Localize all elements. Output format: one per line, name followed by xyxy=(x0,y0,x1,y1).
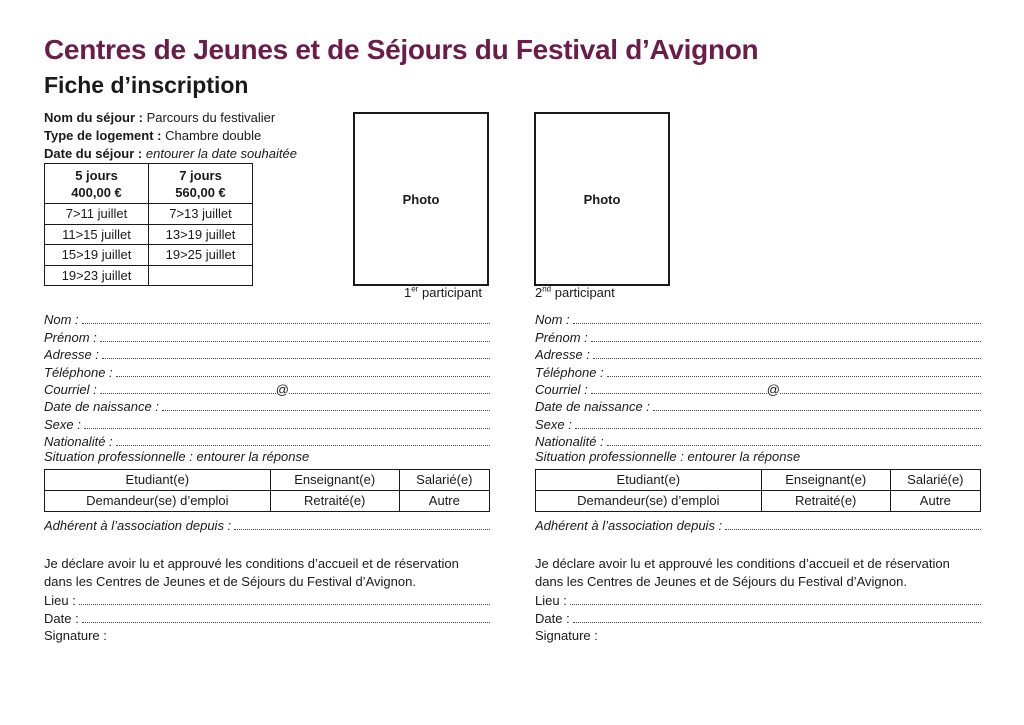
page-title: Centres de Jeunes et de Séjours du Festival d’Avignon xyxy=(44,34,759,65)
situation-option[interactable]: Salarié(e) xyxy=(890,469,980,490)
member-since-field[interactable] xyxy=(44,516,490,533)
fill-line[interactable] xyxy=(575,428,981,429)
address-field[interactable] xyxy=(535,345,981,362)
situation-row xyxy=(536,469,981,490)
field-label: Sexe : xyxy=(44,416,81,432)
at-sign: @ xyxy=(275,381,289,397)
date-cell[interactable]: 11>15 juillet xyxy=(45,224,149,245)
field-label: Date de naissance : xyxy=(535,399,650,415)
duration-label: 7 jours xyxy=(179,167,222,183)
field-label: Adhérent à l’association depuis : xyxy=(535,517,723,533)
sex-field[interactable] xyxy=(535,414,981,431)
birthdate-field[interactable] xyxy=(535,397,981,414)
situation-option[interactable]: Autre xyxy=(890,490,980,511)
situation-option[interactable]: Enseignant(e) xyxy=(761,469,890,490)
first-name-field[interactable] xyxy=(535,327,981,344)
situation-label: Situation professionnelle : entourer la réponse xyxy=(44,449,310,465)
stay-name xyxy=(44,109,275,126)
situation-option[interactable]: Demandeur(se) d’emploi xyxy=(536,490,762,511)
at-sign: @ xyxy=(766,381,780,397)
stay-date-hint: entourer la date souhaitée xyxy=(145,146,297,161)
situation-label: Situation professionnelle : entourer la réponse xyxy=(535,449,801,465)
participant-word: participant xyxy=(421,285,482,300)
field-label: Nom : xyxy=(44,312,79,328)
fill-line[interactable] xyxy=(82,622,490,623)
field-label: Nationalité : xyxy=(535,434,604,450)
situation-option[interactable]: Retraité(e) xyxy=(761,490,890,511)
last-name-field[interactable] xyxy=(535,310,981,327)
fill-line[interactable] xyxy=(162,410,490,411)
participant-2-label xyxy=(535,285,615,300)
declaration-text: Je déclare avoir lu et approuvé les conditions d’accueil et de réservation dans les Centres de Jeunes et de Séjours du Festival d’Avignon. xyxy=(535,555,950,589)
field-label: Adhérent à l’association depuis : xyxy=(44,517,232,533)
dates-header-cell xyxy=(149,164,253,204)
field-label: Adresse : xyxy=(535,347,590,363)
field-label: Date de naissance : xyxy=(44,399,159,415)
fill-line[interactable] xyxy=(607,376,981,377)
declaration-text: Je déclare avoir lu et approuvé les conditions d’accueil et de réservation dans les Centres de Jeunes et de Séjours du Festival d’Avignon. xyxy=(44,555,459,589)
date-cell[interactable]: 15>19 juillet xyxy=(45,245,149,266)
participant-1-label xyxy=(404,285,482,300)
fill-line[interactable] xyxy=(100,393,276,394)
birthdate-field[interactable] xyxy=(44,397,490,414)
dates-table xyxy=(44,163,253,286)
situation-table xyxy=(535,469,981,512)
duration-label: 5 jours xyxy=(75,167,118,183)
dates-table-row xyxy=(45,224,253,245)
stay-name-value: Parcours du festivalier xyxy=(146,110,276,125)
fill-line[interactable] xyxy=(725,529,981,530)
fill-line[interactable] xyxy=(116,376,490,377)
date-cell[interactable]: 13>19 juillet xyxy=(149,224,253,245)
fill-line[interactable] xyxy=(653,410,981,411)
field-label: Signature : xyxy=(44,628,107,644)
nationality-field[interactable] xyxy=(535,432,981,449)
fill-line[interactable] xyxy=(607,445,981,446)
phone-field[interactable] xyxy=(535,362,981,379)
email-field[interactable] xyxy=(44,380,490,397)
participant-1-form xyxy=(44,310,490,643)
field-label: Signature : xyxy=(535,628,598,644)
participant-number: 2 xyxy=(535,285,543,300)
field-label: Courriel : xyxy=(44,381,97,397)
email-field[interactable] xyxy=(535,380,981,397)
field-label: Lieu : xyxy=(44,593,76,609)
field-label: Prénom : xyxy=(44,329,97,345)
fill-line[interactable] xyxy=(234,529,490,530)
participant-2-form xyxy=(535,310,981,643)
date-cell[interactable]: 7>11 juillet xyxy=(45,204,149,225)
fill-line[interactable] xyxy=(102,358,490,359)
field-label: Adresse : xyxy=(44,347,99,363)
stay-name-label: Nom du séjour : xyxy=(44,110,143,125)
date-field[interactable] xyxy=(535,608,981,625)
last-name-field[interactable] xyxy=(44,310,490,327)
fill-line[interactable] xyxy=(780,393,981,394)
place-field[interactable] xyxy=(44,591,490,608)
situation-option[interactable]: Autre xyxy=(399,490,489,511)
dates-table-row xyxy=(45,245,253,266)
dates-header-cell xyxy=(45,164,149,204)
phone-field[interactable] xyxy=(44,362,490,379)
signature-field[interactable] xyxy=(535,626,981,643)
situation-row xyxy=(45,490,490,511)
situation-table xyxy=(44,469,490,512)
ordinal-suffix: er xyxy=(411,284,419,294)
dates-table-header xyxy=(45,164,253,204)
dates-table-row xyxy=(45,265,253,286)
fill-line[interactable] xyxy=(82,323,490,324)
fill-line[interactable] xyxy=(573,323,981,324)
fill-line[interactable] xyxy=(289,393,490,394)
fill-line[interactable] xyxy=(591,341,981,342)
address-field[interactable] xyxy=(44,345,490,362)
field-label: Nationalité : xyxy=(44,434,113,450)
participant-word: participant xyxy=(554,285,615,300)
fill-line[interactable] xyxy=(593,358,981,359)
field-label: Téléphone : xyxy=(44,364,113,380)
fill-line[interactable] xyxy=(84,428,490,429)
dates-table-row xyxy=(45,204,253,225)
date-cell xyxy=(149,265,253,286)
price-label: 400,00 € xyxy=(71,184,122,200)
date-cell[interactable]: 7>13 juillet xyxy=(149,204,253,225)
fill-line[interactable] xyxy=(116,445,490,446)
field-label: Sexe : xyxy=(535,416,572,432)
member-since-field[interactable] xyxy=(535,516,981,533)
situation-row xyxy=(536,490,981,511)
nationality-field[interactable] xyxy=(44,432,490,449)
date-field[interactable] xyxy=(44,608,490,625)
situation-option[interactable]: Salarié(e) xyxy=(399,469,489,490)
stay-lodging-label: Type de logement : xyxy=(44,128,162,143)
place-field[interactable] xyxy=(535,591,981,608)
situation-option[interactable]: Retraité(e) xyxy=(270,490,399,511)
field-label: Prénom : xyxy=(535,329,588,345)
field-label: Nom : xyxy=(535,312,570,328)
first-name-field[interactable] xyxy=(44,327,490,344)
situation-option[interactable]: Enseignant(e) xyxy=(270,469,399,490)
sex-field[interactable] xyxy=(44,414,490,431)
fill-line[interactable] xyxy=(100,341,490,342)
situation-option[interactable]: Etudiant(e) xyxy=(536,469,762,490)
fill-line[interactable] xyxy=(570,604,981,605)
field-label: Courriel : xyxy=(535,381,588,397)
signature-field[interactable] xyxy=(44,626,490,643)
field-label: Date : xyxy=(44,610,79,626)
stay-date xyxy=(44,145,297,162)
stay-date-label: Date du séjour : xyxy=(44,146,143,161)
situation-option[interactable]: Etudiant(e) xyxy=(45,469,271,490)
situation-row xyxy=(45,469,490,490)
price-label: 560,00 € xyxy=(175,184,226,200)
fill-line[interactable] xyxy=(79,604,490,605)
field-label: Lieu : xyxy=(535,593,567,609)
field-label: Date : xyxy=(535,610,570,626)
situation-option[interactable]: Demandeur(se) d’emploi xyxy=(45,490,271,511)
photo-box-participant-1[interactable]: Photo xyxy=(353,112,489,286)
date-cell[interactable]: 19>23 juillet xyxy=(45,265,149,286)
ordinal-suffix: nd xyxy=(542,284,552,294)
fill-line[interactable] xyxy=(591,393,767,394)
page-subtitle: Fiche d’inscription xyxy=(44,72,249,98)
date-cell[interactable]: 19>25 juillet xyxy=(149,245,253,266)
fill-line[interactable] xyxy=(573,622,981,623)
participant-number: 1 xyxy=(404,285,412,300)
stay-lodging-value: Chambre double xyxy=(165,128,262,143)
stay-lodging xyxy=(44,127,261,144)
field-label: Téléphone : xyxy=(535,364,604,380)
photo-box-participant-2[interactable]: Photo xyxy=(534,112,670,286)
